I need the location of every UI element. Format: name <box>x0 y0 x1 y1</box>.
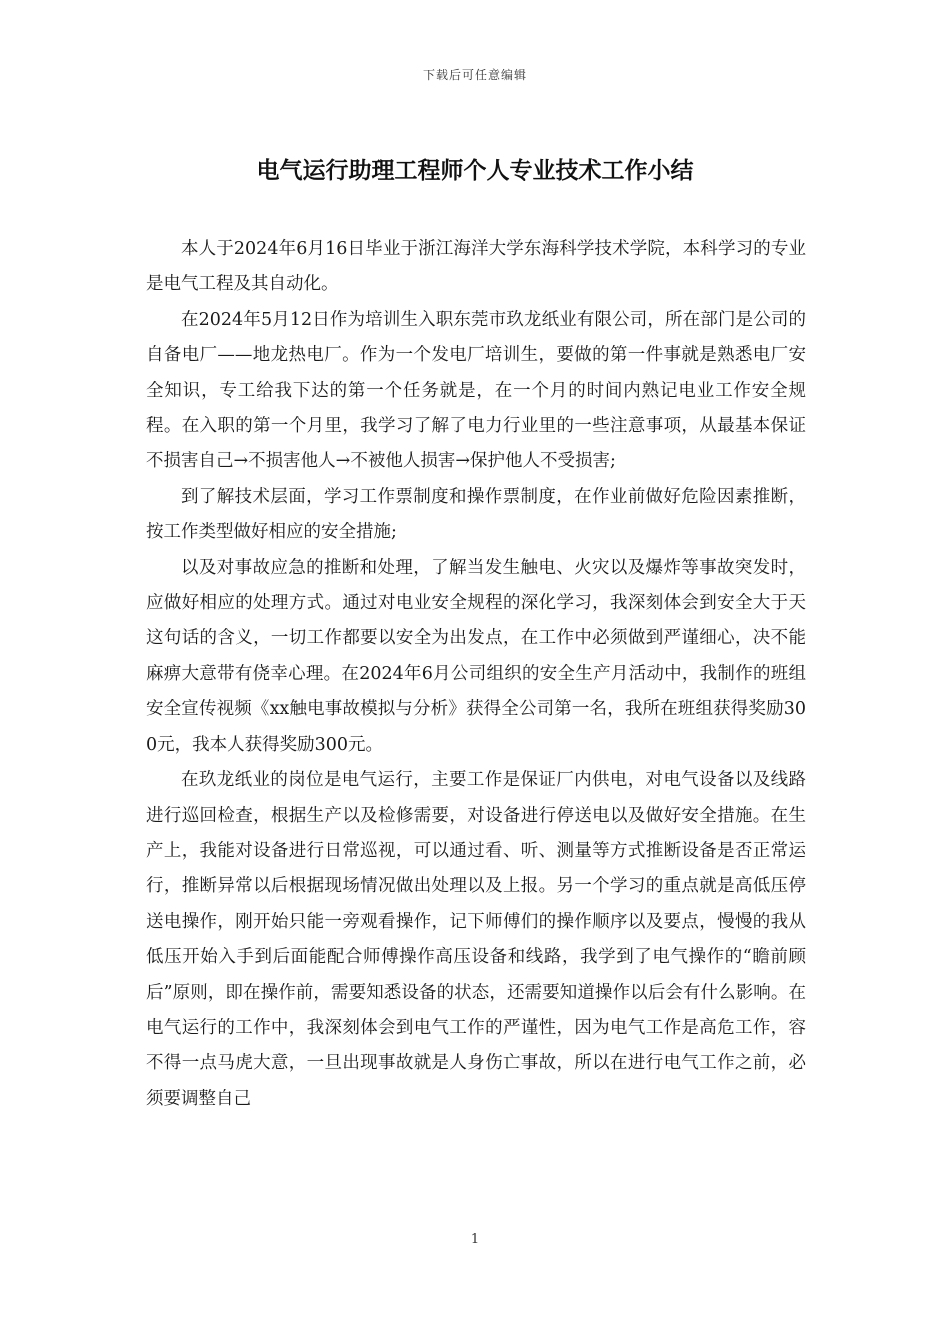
header-note: 下载后可任意编辑 <box>422 68 527 82</box>
paragraph-5: 在玖龙纸业的岗位是电气运行，主要工作是保证厂内供电，对电气设备以及线路进行巡回检查，根据生产以及检修需要，对设备进行停送电以及做好安全措施。在生产上，我能对设备进行日常巡视，可以通过看、听、测量等方式推断设备是否正常运行，推断异常以后根据现场情况做出处理以及上报。另一个学习的重点就是高低压停送电操作，刚开始只能一旁观看操作，记下师傅们的操作顺序以及要点，慢慢的我从低压开始入手到后面能配合师傅操作高压设备和线路，我学到了电气操作的“瞻前顾后”原则，即在操作前，需要知悉设备的状态，还需要知道操作以后会有什么影响。在电气运行的工作中，我深刻体会到电气工作的严谨性，因为电气工作是高危工作，容不得一点马虎大意，一旦出现事故就是人身伤亡事故，所以在进行电气工作之前，必须要调整自己 <box>146 770 806 1109</box>
paragraph-1: 本人于2024年6月16日毕业于浙江海洋大学东海科学技术学院，本科学习的专业是电气工程及其自动化。 <box>146 239 806 295</box>
paragraph-2: 在2024年5月12日作为培训生入职东莞市玖龙纸业有限公司，所在部门是公司的自备电厂——地龙热电厂。作为一个发电厂培训生，要做的第一件事就是熟悉电厂安全知识，专工给我下达的第一个任务就是，在一个月的时间内熟记电业工作安全规程。在入职的第一个月里，我学习了解了电力行业里的一些注意事项，从最基本保证不损害自己→不损害他人→不被他人损害→保护他人不受损害; <box>146 309 806 472</box>
page-title: 电气运行助理工程师个人专业技术工作小结 <box>256 157 694 184</box>
page-number: 1 <box>470 1232 480 1247</box>
paragraph-4: 以及对事故应急的推断和处理，了解当发生触电、火灾以及爆炸等事故突发时，应做好相应的处理方式。通过对电业安全规程的深化学习，我深刻体会到安全大于天这句话的含义，一切工作都要以安全为出发点，在工作中必须做到严谨细心，决不能麻痹大意带有侥幸心理。在2024年6月公司组织的安全生产月活动中，我制作的班组安全宣传视频《xx触电事故模拟与分析》获得全公司第一名，我所在班组获得奖励300元，我本人获得奖励300元。 <box>146 557 806 755</box>
paragraph-3: 到了解技术层面，学习工作票制度和操作票制度，在作业前做好危险因素推断，按工作类型做好相应的安全措施; <box>146 486 806 543</box>
document-body <box>146 232 806 1117</box>
